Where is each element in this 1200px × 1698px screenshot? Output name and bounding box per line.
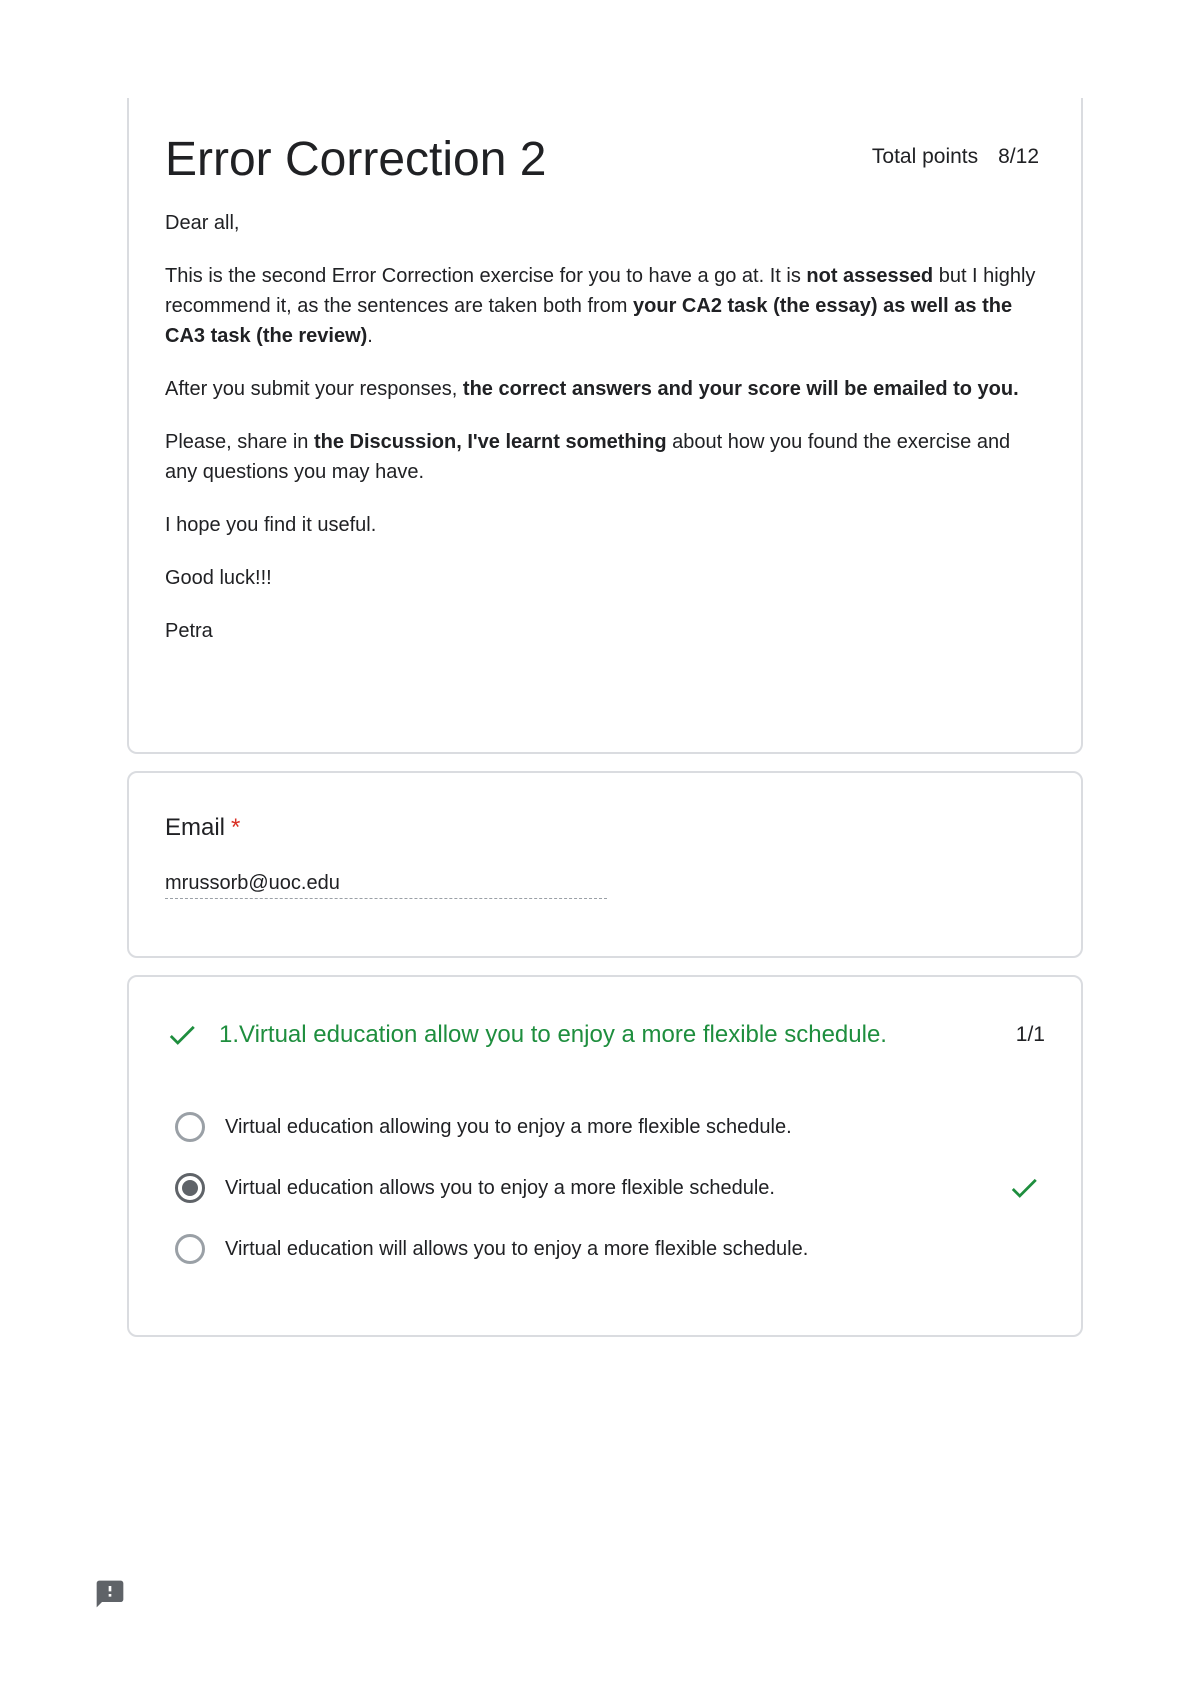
question-title: 1.Virtual education allow you to enjoy a more flexible schedule. [219,1021,887,1048]
question-card-1 [127,975,1083,1337]
description-paragraph-5: Good luck!!! [165,567,272,589]
option-3 [175,1229,1045,1269]
radio-button [175,1112,205,1142]
description-paragraph-1: This is the second Error Correction exercise for you to have a go at. It is not assessed but I highly recommend it, as the sentences are taken both from your CA2 task (the essay) as well as the CA3 task (the review). [165,265,1036,347]
option-1 [175,1107,1045,1147]
option-label: Virtual education will allows you to enjoy a more flexible schedule. [225,1237,809,1260]
form-description [165,208,1045,669]
feedback-icon[interactable] [94,1578,126,1610]
options-list [175,1107,1045,1290]
required-asterisk: * [231,814,241,841]
email-question-card [127,771,1083,958]
check-icon [1007,1171,1041,1205]
question-header [165,1015,1045,1055]
radio-button [175,1234,205,1264]
form-title: Error Correction 2 [165,133,547,186]
check-icon [165,1018,199,1052]
option-label: Virtual education allowing you to enjoy a more flexible schedule. [225,1115,792,1138]
question-score: 1/1 [1015,1023,1045,1046]
total-points-label: Total points [871,145,979,168]
email-label: Email * [165,814,241,841]
description-paragraph-3: Please, share in the Discussion, I've learnt something about how you found the exercise and any questions you may have. [165,431,1011,483]
form-header-card [127,98,1083,754]
description-greeting: Dear all, [165,212,240,234]
total-points [872,145,1039,169]
description-paragraph-2: After you submit your responses, the correct answers and your score will be emailed to you. [165,378,1019,400]
option-2 [175,1168,1045,1208]
email-field: mrussorb@uoc.edu [165,870,607,899]
radio-button-selected [175,1173,205,1203]
total-points-value: 8/12 [998,145,1039,168]
description-signature: Petra [165,620,213,642]
option-label: Virtual education allows you to enjoy a more flexible schedule. [225,1176,775,1199]
description-paragraph-4: I hope you find it useful. [165,514,377,536]
